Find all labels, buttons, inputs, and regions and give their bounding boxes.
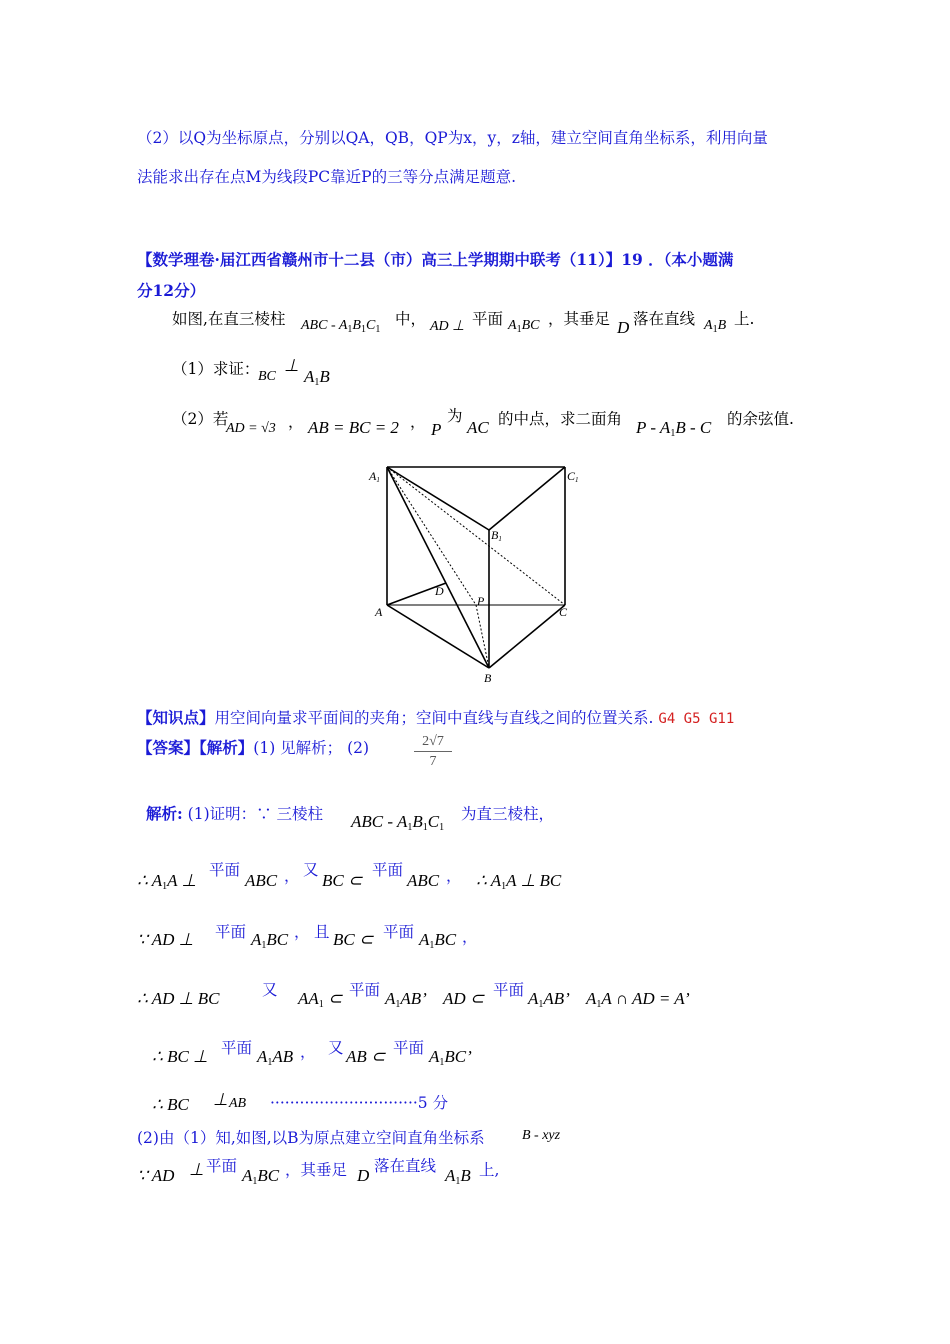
solution-l2-plane: 平面 [209,861,241,879]
solution-l5-ab: AB ⊂ [346,1047,386,1066]
q2-p: P [431,420,442,439]
label-b: B [484,671,492,685]
stem-d: D [617,318,630,337]
q2-mid: 的中点，求二面角 [498,410,623,428]
solution-l4-plane: 平面 [349,981,381,999]
edge-bc [489,605,565,668]
q1-perp: ⊥ [284,356,299,375]
solution-l2-comma: ， [284,867,300,885]
solution-line-1 [146,802,323,824]
solution-l4-intersection: $A_1A$ ∩ AD = A’ [586,989,690,1010]
q2-comma-2: ， [410,413,426,431]
solution-l3-a1bc: $A_1BC$ [251,930,289,951]
solution-l8-d: D [357,1166,370,1185]
fraction-denominator: 7 [429,754,437,769]
knowledge-codes: G4 G5 G11 [658,711,735,727]
label-a1: A1 [369,469,380,484]
solution-l1-end: 为直三棱柱， [461,805,555,823]
solution-l2-bc: BC ⊂ [322,871,363,890]
q2-label: （2）若 [172,410,229,428]
solution-l3-plane2: 平面 [383,923,415,941]
intro-line-1: （2）以Q为坐标原点，分别以QA，QB，QP为x，y，z轴，建立空间直角坐标系，利用向量 [137,129,768,147]
solution-l8-a: ∵ AD [137,1166,175,1185]
q2-ab: AB = BC = 2 [308,418,399,437]
stem-plane: 平面 [472,310,504,328]
stem-text-a: 如图,在直三棱柱 [172,310,286,328]
fraction-numerator: 2√7 [414,734,452,752]
stem-text-e: 落在直线 [633,310,696,328]
solution-l1-prism: ABC - $A_1B_1C_1$ [351,812,445,833]
knowledge-text: 用空间向量求平面间的夹角；空间中直线与直线之间的位置关系. [214,709,654,727]
solution-l6-ab: AB [229,1096,247,1111]
solution-l2-plane2: 平面 [372,861,404,879]
dashed-a1p [387,467,476,605]
prism-figure [360,455,590,687]
answer-tag: 【答案】 [137,738,200,757]
label-c1: C1 [567,469,579,484]
solution-l2-abc2: ABC [407,871,440,890]
label-p: P [477,594,485,608]
answer-fraction [414,734,452,770]
solution-l5-you: 又 [328,1039,344,1057]
solution-l3-qie: 且 [314,923,330,941]
solution-l5-a1ab: $A_1AB$ [257,1047,294,1068]
solution-l4-ad: AD ⊂ [443,989,485,1008]
stem-text-f: 上. [734,310,755,328]
solution-l8-end: 上, [479,1161,500,1179]
solution-l7: (2)由（1）知,如图,以B为原点建立空间直角坐标系 [137,1129,485,1147]
problem-header-1: 【数学理卷·届江西省赣州市十二县（市）高三上学期期中联考（11）】19 ．（本小题满 [137,250,734,269]
knowledge-line [137,706,734,728]
solution-l5-a: ∴ BC ⊥ [152,1047,208,1066]
q1-a1b: $A_1B$ [304,367,330,388]
q2-comma-1: ， [288,413,304,431]
solution-l8-a1b: $A_1B$ [445,1166,471,1187]
solution-l5-a1bc: $A_1BC$’ [429,1047,472,1068]
solution-l3-comma2: ， [462,928,478,946]
answer-text: (1) 见解析； (2) [253,739,370,757]
solution-l6-perp: ⊥ [213,1090,228,1109]
label-d: D [435,584,444,598]
solution-l8-line: 落在直线 [374,1157,437,1175]
stem-a1b: $A_1B$ [704,318,727,335]
solution-l8-plane: 平面 [206,1157,238,1175]
label-c: C [559,605,568,619]
stem-ad-perp: AD ⊥ [430,319,465,334]
solution-tag: 解析: [146,804,183,823]
label-a: A [375,605,383,619]
analysis-tag: 【解析】 [199,738,254,757]
solution-l8-foot: ，其垂足 [285,1161,348,1179]
solution-l4-a1ab: $A_1AB$’ [385,989,427,1010]
solution-l1-text: (1)证明：∵ 三棱柱 [187,805,324,823]
solution-l3-a: ∵ AD ⊥ [137,930,194,949]
solution-l2-comma2: ， [446,867,462,885]
q2-wei: 为 [447,407,463,425]
edge-a1b [387,467,489,668]
solution-l3-a1bc2: $A_1BC$ [419,930,457,951]
solution-l2-abc: ABC [245,871,278,890]
q1-label: （1）求证： [172,360,260,378]
solution-l3-comma: ， [294,923,310,941]
solution-l4-a1ab2: $A_1AB$’ [528,989,570,1010]
solution-l2-result: ∴ $A_1A$ ⊥ BC [476,871,562,892]
solution-l4-aa1: $AA_1$ ⊂ [298,989,343,1010]
problem-header-2: 分12分） [137,281,206,300]
stem-a1bc: $A_1BC$ [508,318,540,335]
intro-line-2: 法能求出存在点M为线段PC靠近P的三等分点满足题意. [137,168,517,186]
answer-line [137,736,369,758]
q2-ac: AC [467,418,489,437]
q1-bc: BC [258,369,276,384]
solution-l6-bc: ∴ BC [152,1095,189,1114]
solution-l5-plane2: 平面 [393,1039,425,1057]
solution-l8-a1bc: $A_1BC$ [242,1166,280,1187]
solution-l7-coord: B - xyz [522,1128,561,1143]
stem-text-b: 中， [395,310,427,328]
dashed-pb [476,605,489,668]
label-b1: B1 [491,528,502,543]
solution-l2-a: ∴ $A_1A$ ⊥ [137,871,197,892]
solution-l8-perp: ⊥ [189,1160,204,1179]
knowledge-tag: 【知识点】 [137,708,215,727]
edge-b1c1 [489,467,565,530]
q2-ad: AD = √3 [226,421,276,436]
solution-l4-plane2: 平面 [493,981,525,999]
solution-l5-comma: ， [300,1043,316,1061]
q2-end: 的余弦值. [727,410,794,428]
dashed-a1c [387,467,565,605]
stem-prism: ABC - $A_1B_1C_1$ [301,318,381,335]
solution-l3-plane: 平面 [215,923,247,941]
solution-l4-a: ∴ AD ⊥ BC [137,989,220,1008]
q2-angle: P - $A_1B$ - C [636,418,712,439]
solution-l2-you: 又 [303,861,319,879]
stem-text-c: ，其垂足 [548,310,611,328]
solution-l6-dots: ······························5 分 [270,1094,449,1112]
solution-l3-bc: BC ⊂ [333,930,374,949]
solution-l4-you: 又 [262,981,278,999]
solution-l5-plane: 平面 [221,1039,253,1057]
